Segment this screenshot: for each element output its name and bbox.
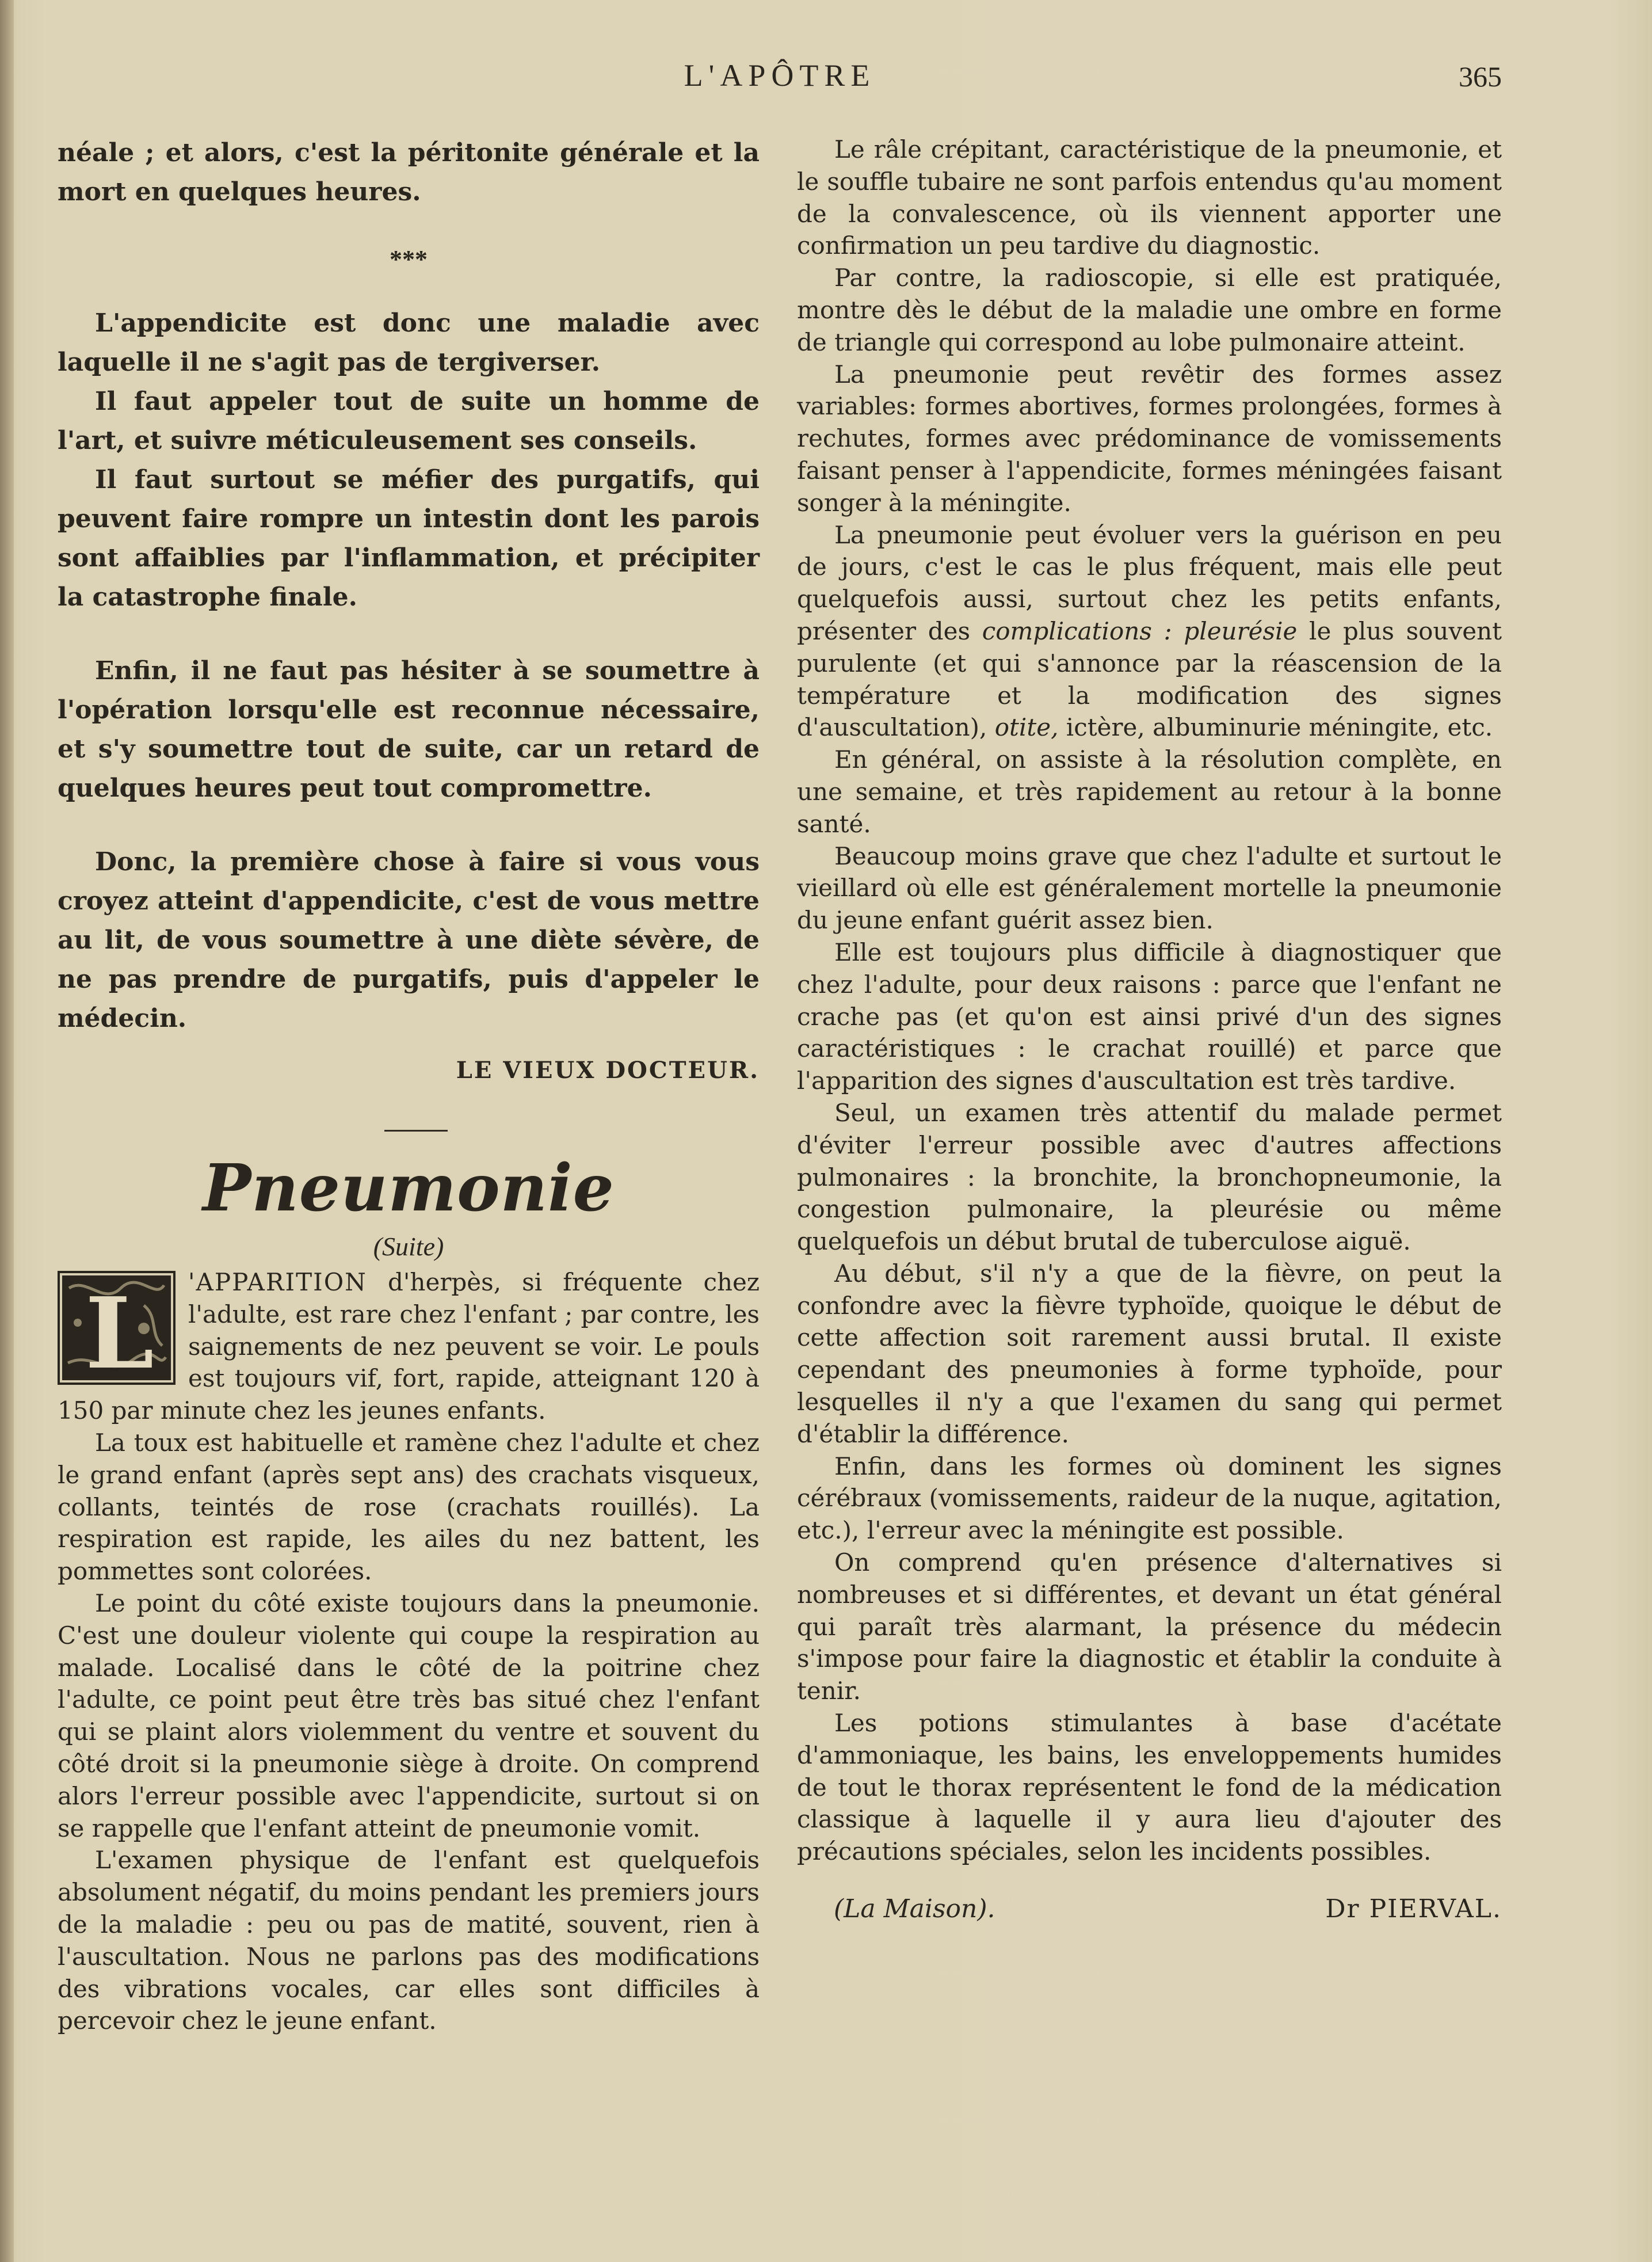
text-run: ictère, albuminurie méningite, etc. (1058, 713, 1493, 742)
paragraph-continued: néale ; et alors, c'est la péritonite générale et la mort en quelques heures. (58, 138, 760, 207)
lead-smallcaps: 'APPARITION (188, 1268, 367, 1296)
paragraph: En général, on assiste à la résolution complète, en une semaine, et très rapidement au retour à la bonne santé. (797, 745, 1502, 838)
paragraph: La pneumonie peut revêtir des formes assez variables: formes abortives, formes prolongées, formes à rechutes, formes avec prédominance de vomissements faisant penser à l'appendicite, formes méningées faisant songer à la méningite. (797, 360, 1502, 517)
signature-vieux-docteur: LE VIEUX DOCTEUR. (456, 1057, 760, 1084)
lead-text: d'herpès, si fréquente chez l'adulte, est rare chez l'enfant ; par contre, les saignements de nez peuvent se voir. Le pouls est toujours vif, fort, rapide, atteignant 120 à 150 par minute chez les jeunes enfants. (58, 1268, 760, 1425)
paragraph: La toux est habituelle et ramène chez l'adulte et chez le grand enfant (après sept ans) des crachats visqueux, collants, teintés de rose (crachats rouillés). La respiration est rapide, les ailes du nez battent, les pommettes sont colorées. (58, 1428, 760, 1586)
right-column (797, 134, 1502, 1925)
asterism-separator: *** (390, 245, 428, 273)
paragraph: Le point du côté existe toujours dans la pneumonie. C'est une douleur violente qui coupe la respiration au malade. Localisé dans le côté de la poitrine chez l'adulte, ce point peut être très bas situé chez l'enfant qui se plaint alors violemment du ventre et souvent du côté droit si la pneumonie siège à droite. On comprend alors l'erreur possible avec l'appendicite, surtout si on se rappelle que l'enfant atteint de pneumonie vomit. (58, 1589, 760, 1842)
italic-complications: complications : pleurésie (982, 616, 1298, 645)
paragraph: Il faut surtout se méfier des purgatifs, qui peuvent faire rompre un intestin dont les parois sont affaiblies par l'inflammation, et précipiter la catastrophe finale. (58, 465, 760, 612)
paragraph: Au début, s'il n'y a que de la fièvre, on peut la confondre avec la fièvre typhoïde, quoique le début de cette affection soit rarement aussi brutal. Il existe cependant des pneumonies à forme typhoïde, pour lesquelles il n'y a que l'examen du sang qui permet d'établir la différence. (797, 1259, 1502, 1448)
paragraph: Seul, un examen très attentif du malade permet d'éviter l'erreur possible avec d'autres affections pulmonaires : la bronchite, la bronchopneumonie, la congestion pulmonaire, la pleurésie ou même quelquefois un début brutal de tuberculose aiguë. (797, 1098, 1502, 1256)
page-spine (0, 0, 14, 2262)
paragraph: Enfin, il ne faut pas hésiter à se soumettre à l'opération lorsqu'elle est reconnue nécessaire, et s'y soumettre tout de suite, car un retard de quelques heures peut tout compromettre. (58, 656, 760, 803)
running-header (58, 58, 1502, 98)
dropcap-letter: L (85, 1276, 154, 1385)
source-credit: (La Maison). (834, 1894, 995, 1924)
text-run: le plus souvent purulente (et qui s'annonce par la réascension de la température et la modification des signes d'auscultation), (797, 616, 1502, 742)
dropcap-ornament (58, 1271, 175, 1385)
paragraph: Il faut appeler tout de suite un homme de l'art, et suivre méticuleusement ses conseils. (58, 387, 760, 455)
author-signature: Dr PIERVAL. (1325, 1894, 1502, 1924)
paragraph: Beaucoup moins grave que chez l'adulte et surtout le vieillard où elle est généralement mortelle la pneumonie du jeune enfant guérit assez bien. (797, 841, 1502, 935)
paragraph: L'appendicite est donc une maladie avec laquelle il ne s'agit pas de tergiverser. (58, 309, 760, 377)
lead-paragraph (58, 1266, 760, 1427)
page-number: 365 (1459, 60, 1502, 93)
article-title: Pneumonie (203, 1151, 615, 1226)
paragraph: Enfin, dans les formes où dominent les signes cérébraux (vomissements, raideur de la nuque, agitation, etc.), l'erreur avec la méningite est possible. (797, 1452, 1502, 1545)
article-subtitle: (Suite) (373, 1232, 444, 1261)
article-body-left (58, 1266, 760, 2037)
text-run: La pneumonie peut évoluer vers la guérison en peu de jours, c'est le cas le plus fréquent, mais elle peut quelquefois aussi, surtout chez les petits enfants, présenter des (797, 520, 1502, 645)
paragraph: L'examen physique de l'enfant est quelquefois absolument négatif, du moins pendant les premiers jours de la maladie : peu ou pas de matité, souvent, rien à l'auscultation. Nous ne parlons pas des modifications des vibrations vocales, car elles sont difficiles à percevoir chez le jeune enfant. (58, 1846, 760, 2035)
paragraph: Elle est toujours plus difficile à diagnostiquer que chez l'adulte, pour deux raisons : parce que l'enfant ne crache pas (et qu'on est ainsi privé d'un des signes caractéristiques : le crachat rouillé) et parce que l'apparition des signes d'auscultation est très tardive. (797, 938, 1502, 1095)
section-rule (384, 1130, 448, 1132)
paragraph: Donc, la première chose à faire si vous vous croyez atteint d'appendicite, c'est de vous mettre au lit, de vous soumettre à une diète sévère, de ne pas prendre de purgatifs, puis d'appeler le médecin. (58, 847, 760, 1033)
paragraph: Par contre, la radioscopie, si elle est pratiquée, montre dès le début de la maladie une ombre en forme de triangle qui correspond au lobe pulmonaire atteint. (797, 264, 1502, 356)
paragraph: On comprend qu'en présence d'alternatives si nombreuses et si différentes, et devant un état général qui paraît très alarmant, la présence du médecin s'impose pour faire la diagnostic et établir la conduite à tenir. (797, 1548, 1502, 1705)
paragraph: Les potions stimulantes à base d'acétate d'ammoniaque, les bains, les enveloppements humides de tout le thorax représentent le fond de la médication classique à laquelle il y aura lieu d'ajouter des précautions spéciales, selon les incidents possibles. (797, 1709, 1502, 1866)
italic-otite: otite, (994, 713, 1059, 742)
running-title: L'APÔTRE (684, 58, 876, 93)
left-column (58, 134, 760, 2037)
article-signoff (797, 1893, 1502, 1925)
paragraph: Le râle crépitant, caractéristique de la pneumonie, et le souffle tubaire ne sont parfois entendus qu'au moment de la convalescence, où ils viennent apporter une confirmation un peu tardive du diagnostic. (797, 135, 1502, 260)
paragraph (797, 519, 1502, 744)
